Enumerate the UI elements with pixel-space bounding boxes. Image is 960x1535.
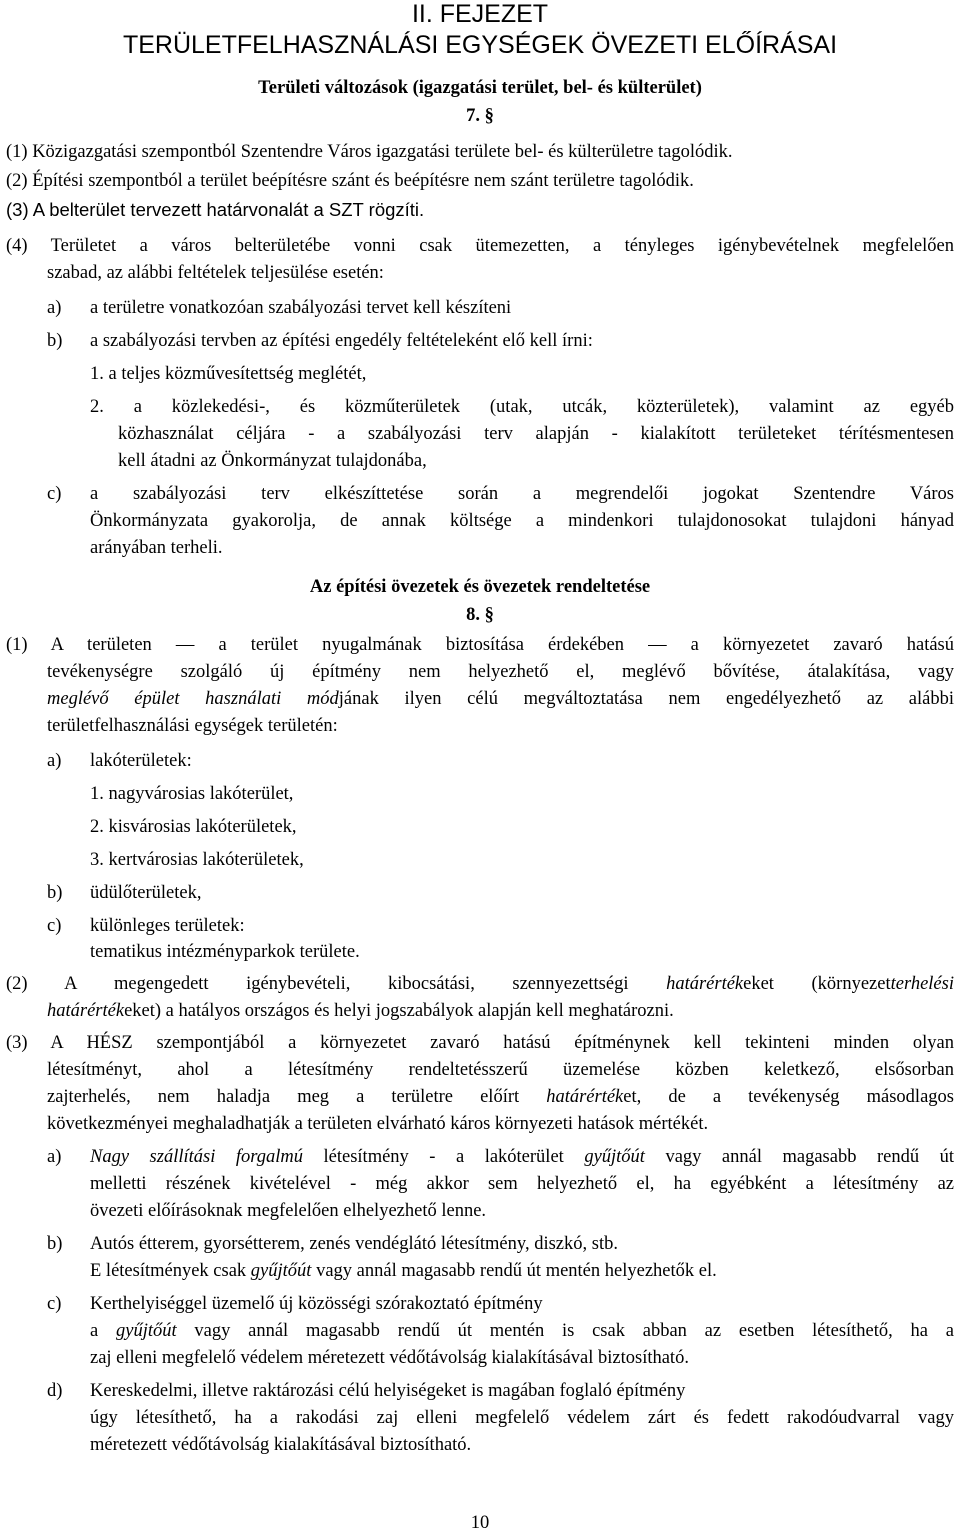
s7-paragraph-4-line-2: szabad, az alábbi feltételek teljesülése esetén:: [47, 263, 384, 283]
s8-p3-a-italic-1: Nagy szállítási forgalmú: [90, 1147, 304, 1167]
s8-p3-a-text-a: létesítmény - a lakóterület: [303, 1147, 585, 1167]
s8-paragraph-1-line-3-rest: jának ilyen célú megváltoztatása nem engedélyezhető az alábbi: [338, 689, 955, 709]
s8-paragraph-3-line-3: [47, 1086, 954, 1108]
s8-paragraph-1-line-1: (1) A területen — a terület nyugalmának biztosítása érdekében — a környezetet zavaró hatású: [6, 635, 954, 655]
s8-item-a3: 3. kertvárosias lakóterületek,: [90, 850, 304, 870]
s8-item-c-text: különleges területek:: [90, 916, 245, 936]
s8-paragraph-3-line-1: (3) A HÉSZ szempontjából a környezetet zavaró hatású építménynek kell tekinteni minden olyan: [6, 1033, 954, 1053]
s7-paragraph-3: (3) A belterület tervezett határvonalát a SZT rögzíti.: [6, 199, 425, 220]
s8-p2-text-b: eket (környezet: [743, 974, 891, 994]
s8-item-c-marker: c): [47, 916, 62, 936]
s8-p3-item-a-line-1: [90, 1146, 954, 1168]
s8-item-b-text: üdülőterületek,: [90, 883, 202, 903]
s8-p3-item-d-line-3: méretezett védőtávolság kialakításával biztosítható.: [90, 1435, 472, 1455]
s8-p2-text-a: (2) A megengedett igénybevételi, kibocsátási, szennyezettségi: [6, 974, 667, 994]
s8-paragraph-3-line-2: létesítményt, ahol a létesítmény rendeltetésszerű üzemelése közben keletkező, elsősorban: [47, 1060, 954, 1080]
s8-item-a1: 1. nagyvárosias lakóterület,: [90, 784, 294, 804]
s8-item-c-sub: tematikus intézményparkok területe.: [90, 942, 360, 962]
s8-p2-italic-3: határérték: [47, 1001, 125, 1021]
s8-paragraph-1-line-2: tevékenységre szolgáló új építmény nem helyezhető el, meglévő bővítése, átalakítása, vagy: [47, 662, 954, 682]
s8-p3-c-text-a: a: [90, 1321, 116, 1341]
s8-p3-b-italic: gyűjtőút: [250, 1261, 312, 1281]
s8-paragraph-1-italic: meglévő épület használati mód: [47, 689, 339, 709]
s8-p3-item-a-line-2: melletti részének kivételével - még akkor sem helyezhető el, ha egyébként a létesítmény az: [90, 1174, 954, 1194]
s8-p3-text-a: zajterhelés, nem haladja meg a területre előírt: [47, 1087, 547, 1107]
s8-item-a-text: lakóterületek:: [90, 751, 192, 771]
s8-paragraph-2-line-2: [47, 1000, 674, 1022]
section-7-title: Területi változások (igazgatási terület, bel- és külterület): [258, 78, 702, 98]
s8-p3-text-b: et, de a tevékenység másodlagos: [623, 1087, 954, 1107]
s7-item-b-marker: b): [47, 331, 63, 351]
chapter-title: TERÜLETFELHASZNÁLÁSI EGYSÉGEK ÖVEZETI ELŐÍRÁSAI: [122, 31, 838, 59]
s8-p2-text-c: eket) a hatályos országos és helyi jogszabályok alapján kell meghatározni.: [124, 1001, 674, 1021]
s7-paragraph-1: (1) Közigazgatási szempontból Szentendre Város igazgatási területe bel- és külterületre tagolódik.: [6, 142, 733, 162]
s8-p3-item-b-line-1: Autós étterem, gyorsétterem, zenés vendéglátó létesítmény, diszkó, stb.: [90, 1234, 618, 1254]
s8-p3-item-d-marker: d): [47, 1381, 63, 1401]
s7-item-c-line-3: arányában terheli.: [90, 538, 223, 558]
s8-p3-c-italic: gyűjtőút: [115, 1321, 177, 1341]
s7-item-b2-line-1: 2. a közlekedési-, és közműterületek (utak, utcák, közterületek), valamint az egyéb: [90, 397, 954, 417]
s8-p3-a-text-b: vagy annál magasabb rendű út: [644, 1147, 954, 1167]
s8-p3-item-a-marker: a): [47, 1147, 62, 1167]
s7-paragraph-2: (2) Építési szempontból a terület beépítésre szánt és beépítésre nem szánt területre tagolódik.: [6, 171, 694, 191]
s7-item-b1: 1. a teljes közművesítettség meglétét,: [90, 364, 367, 384]
s8-item-a2: 2. kisvárosias lakóterületek,: [90, 817, 297, 837]
s8-p3-item-a-line-3: övezeti előírásoknak megfelelően elhelyezhető lenne.: [90, 1201, 487, 1221]
s8-p3-item-c-line-1: Kerthelyiséggel üzemelő új közösségi szórakoztató építmény: [90, 1294, 543, 1314]
s8-p3-item-d-line-2: úgy létesíthető, ha a rakodási zaj elleni megfelelő védelem zárt és fedett rakodóudvarral vagy: [90, 1408, 954, 1428]
s7-paragraph-4-line-1: (4) Területet a város belterületébe vonni csak ütemezetten, a tényleges igénybevételnek megfelelően: [6, 236, 954, 256]
s7-item-c-marker: c): [47, 484, 62, 504]
s7-item-b-text: a szabályozási tervben az építési engedély feltételeként elő kell írni:: [90, 331, 593, 351]
section-8-title: Az építési övezetek és övezetek rendeltetése: [309, 577, 651, 597]
s7-item-c-line-1: a szabályozási terv elkészíttetése során a megrendelői jogokat Szentendre Város: [90, 484, 954, 504]
s8-p3-item-d-line-1: Kereskedelmi, illetve raktározási célú helyiségeket is magában foglaló építmény: [90, 1381, 686, 1401]
chapter-number: II. FEJEZET: [411, 0, 549, 28]
s8-item-a-marker: a): [47, 751, 62, 771]
s8-paragraph-3-line-4: következményei meghaladhatják a területen elvárható káros környezeti hatások mértékét.: [47, 1114, 709, 1134]
s7-item-a-text: a területre vonatkozóan szabályozási tervet kell készíteni: [90, 298, 512, 318]
s8-p3-b-text-a: E létesítmények csak: [90, 1261, 251, 1281]
s8-p3-item-c-line-2: [90, 1320, 954, 1342]
s8-paragraph-1-line-3: [47, 688, 954, 710]
s8-p2-italic-2: terhelési: [890, 974, 954, 994]
s8-paragraph-1-line-4: területfelhasználási egységek területén:: [47, 716, 338, 736]
s8-p3-c-text-b: vagy annál magasabb rendű út mentén is csak abban az esetben létesíthető, ha a: [176, 1321, 954, 1341]
s8-p3-item-c-marker: c): [47, 1294, 62, 1314]
s8-p2-italic-1: határérték: [666, 974, 744, 994]
s8-item-b-marker: b): [47, 883, 63, 903]
s8-p3-italic: határérték: [546, 1087, 624, 1107]
s8-p3-b-text-b: vagy annál magasabb rendű út mentén helyezhetők el.: [311, 1261, 717, 1281]
s8-p3-item-c-line-3: zaj elleni megfelelő védelem méretezett védőtávolság kialakításával biztosítható.: [90, 1348, 689, 1368]
s7-item-b2-line-3: kell átadni az Önkormányzat tulajdonába,: [118, 451, 427, 471]
s7-item-b2-line-2: közhasználat céljára - a szabályozási terv alapján - kialakított területeket térítésmentesen: [118, 424, 954, 444]
s8-p3-a-italic-2: gyűjtőút: [584, 1147, 645, 1167]
s8-p3-item-b-marker: b): [47, 1234, 63, 1254]
s7-item-c-line-2: Önkormányzata gyakorolja, de annak költsége a mindenkori tulajdonosokat tulajdoni hányad: [90, 511, 954, 531]
s8-paragraph-2-line-1: [6, 973, 954, 995]
page-number: 10: [470, 1513, 490, 1533]
section-8-number: 8. §: [466, 605, 494, 625]
section-7-number: 7. §: [466, 106, 494, 126]
s8-p3-item-b-line-2: [90, 1260, 717, 1282]
s7-item-a-marker: a): [47, 298, 62, 318]
